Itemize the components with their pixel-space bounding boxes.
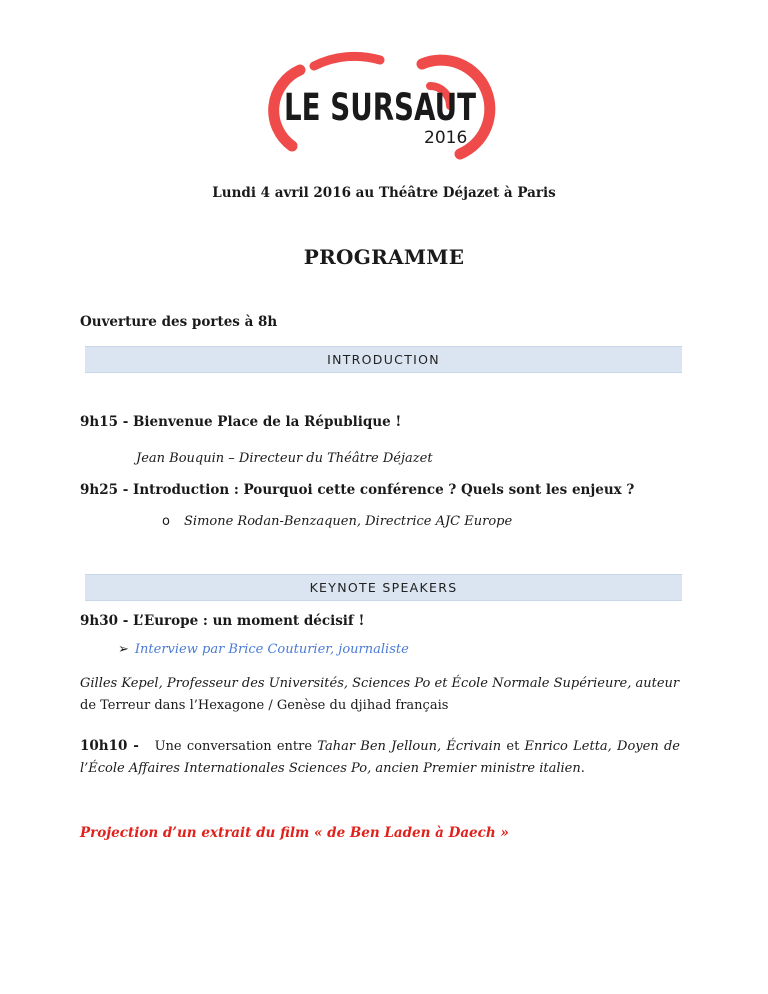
agenda-item-europe-title: 9h30 - L’Europe : un moment décisif ! (80, 613, 365, 629)
film-projection-note: Projection d’un extrait du film « de Ben Laden à Daech » (80, 825, 509, 841)
guest-name-title: Gilles Kepel, Professeur des Universités, Sciences Po et École Normale Supérieure, auteur (80, 676, 680, 691)
agenda-item-intro-title: 9h25 - Introduction : Pourquoi cette conférence ? Quels sont les enjeux ? (80, 482, 635, 498)
doors-open-text: Ouverture des portes à 8h (80, 314, 278, 330)
section-header-introduction: INTRODUCTION (85, 346, 682, 373)
logo-graphic (262, 58, 498, 158)
interview-text: Interview par Brice Couturier, journaliste (134, 642, 409, 657)
guest-description (80, 673, 680, 717)
conversation-connector: et (501, 739, 525, 754)
conversation-person-1: Tahar Ben Jelloun, Écrivain (317, 739, 502, 754)
agenda-item-welcome-speaker: Jean Bouquin – Directeur du Théâtre Déjazet (136, 451, 433, 466)
conversation-end: . (580, 761, 585, 776)
guest-book-titles: de Terreur dans l’Hexagone / Genèse du djihad français (80, 698, 449, 713)
section-header-keynote: KEYNOTE SPEAKERS (85, 574, 682, 601)
interview-line (118, 642, 409, 657)
conversation-person-2: Enrico Letta, Doyen de l’École Affaires Internationales Sciences Po, ancien Premier ministre italien (80, 739, 680, 776)
conversation-lead: Une conversation entre (154, 739, 318, 754)
event-logo (262, 58, 498, 158)
conversation-paragraph (80, 735, 680, 780)
conversation-time: 10h10 - (80, 738, 139, 754)
logo-year: 2016 (424, 128, 468, 148)
logo-top-arc (314, 56, 380, 66)
agenda-item-intro-speaker: Simone Rodan-Benzaquen, Directrice AJC Europe (184, 514, 513, 529)
agenda-item-welcome-title: 9h15 - Bienvenue Place de la République ! (80, 414, 402, 430)
logo-text: LE SURSAUT (284, 86, 477, 129)
bullet-marker: o (162, 514, 170, 529)
event-date-venue: Lundi 4 avril 2016 au Théâtre Déjazet à Paris (212, 185, 556, 201)
arrow-bullet-icon: ➢ (118, 642, 129, 657)
program-title: PROGRAMME (303, 245, 465, 269)
